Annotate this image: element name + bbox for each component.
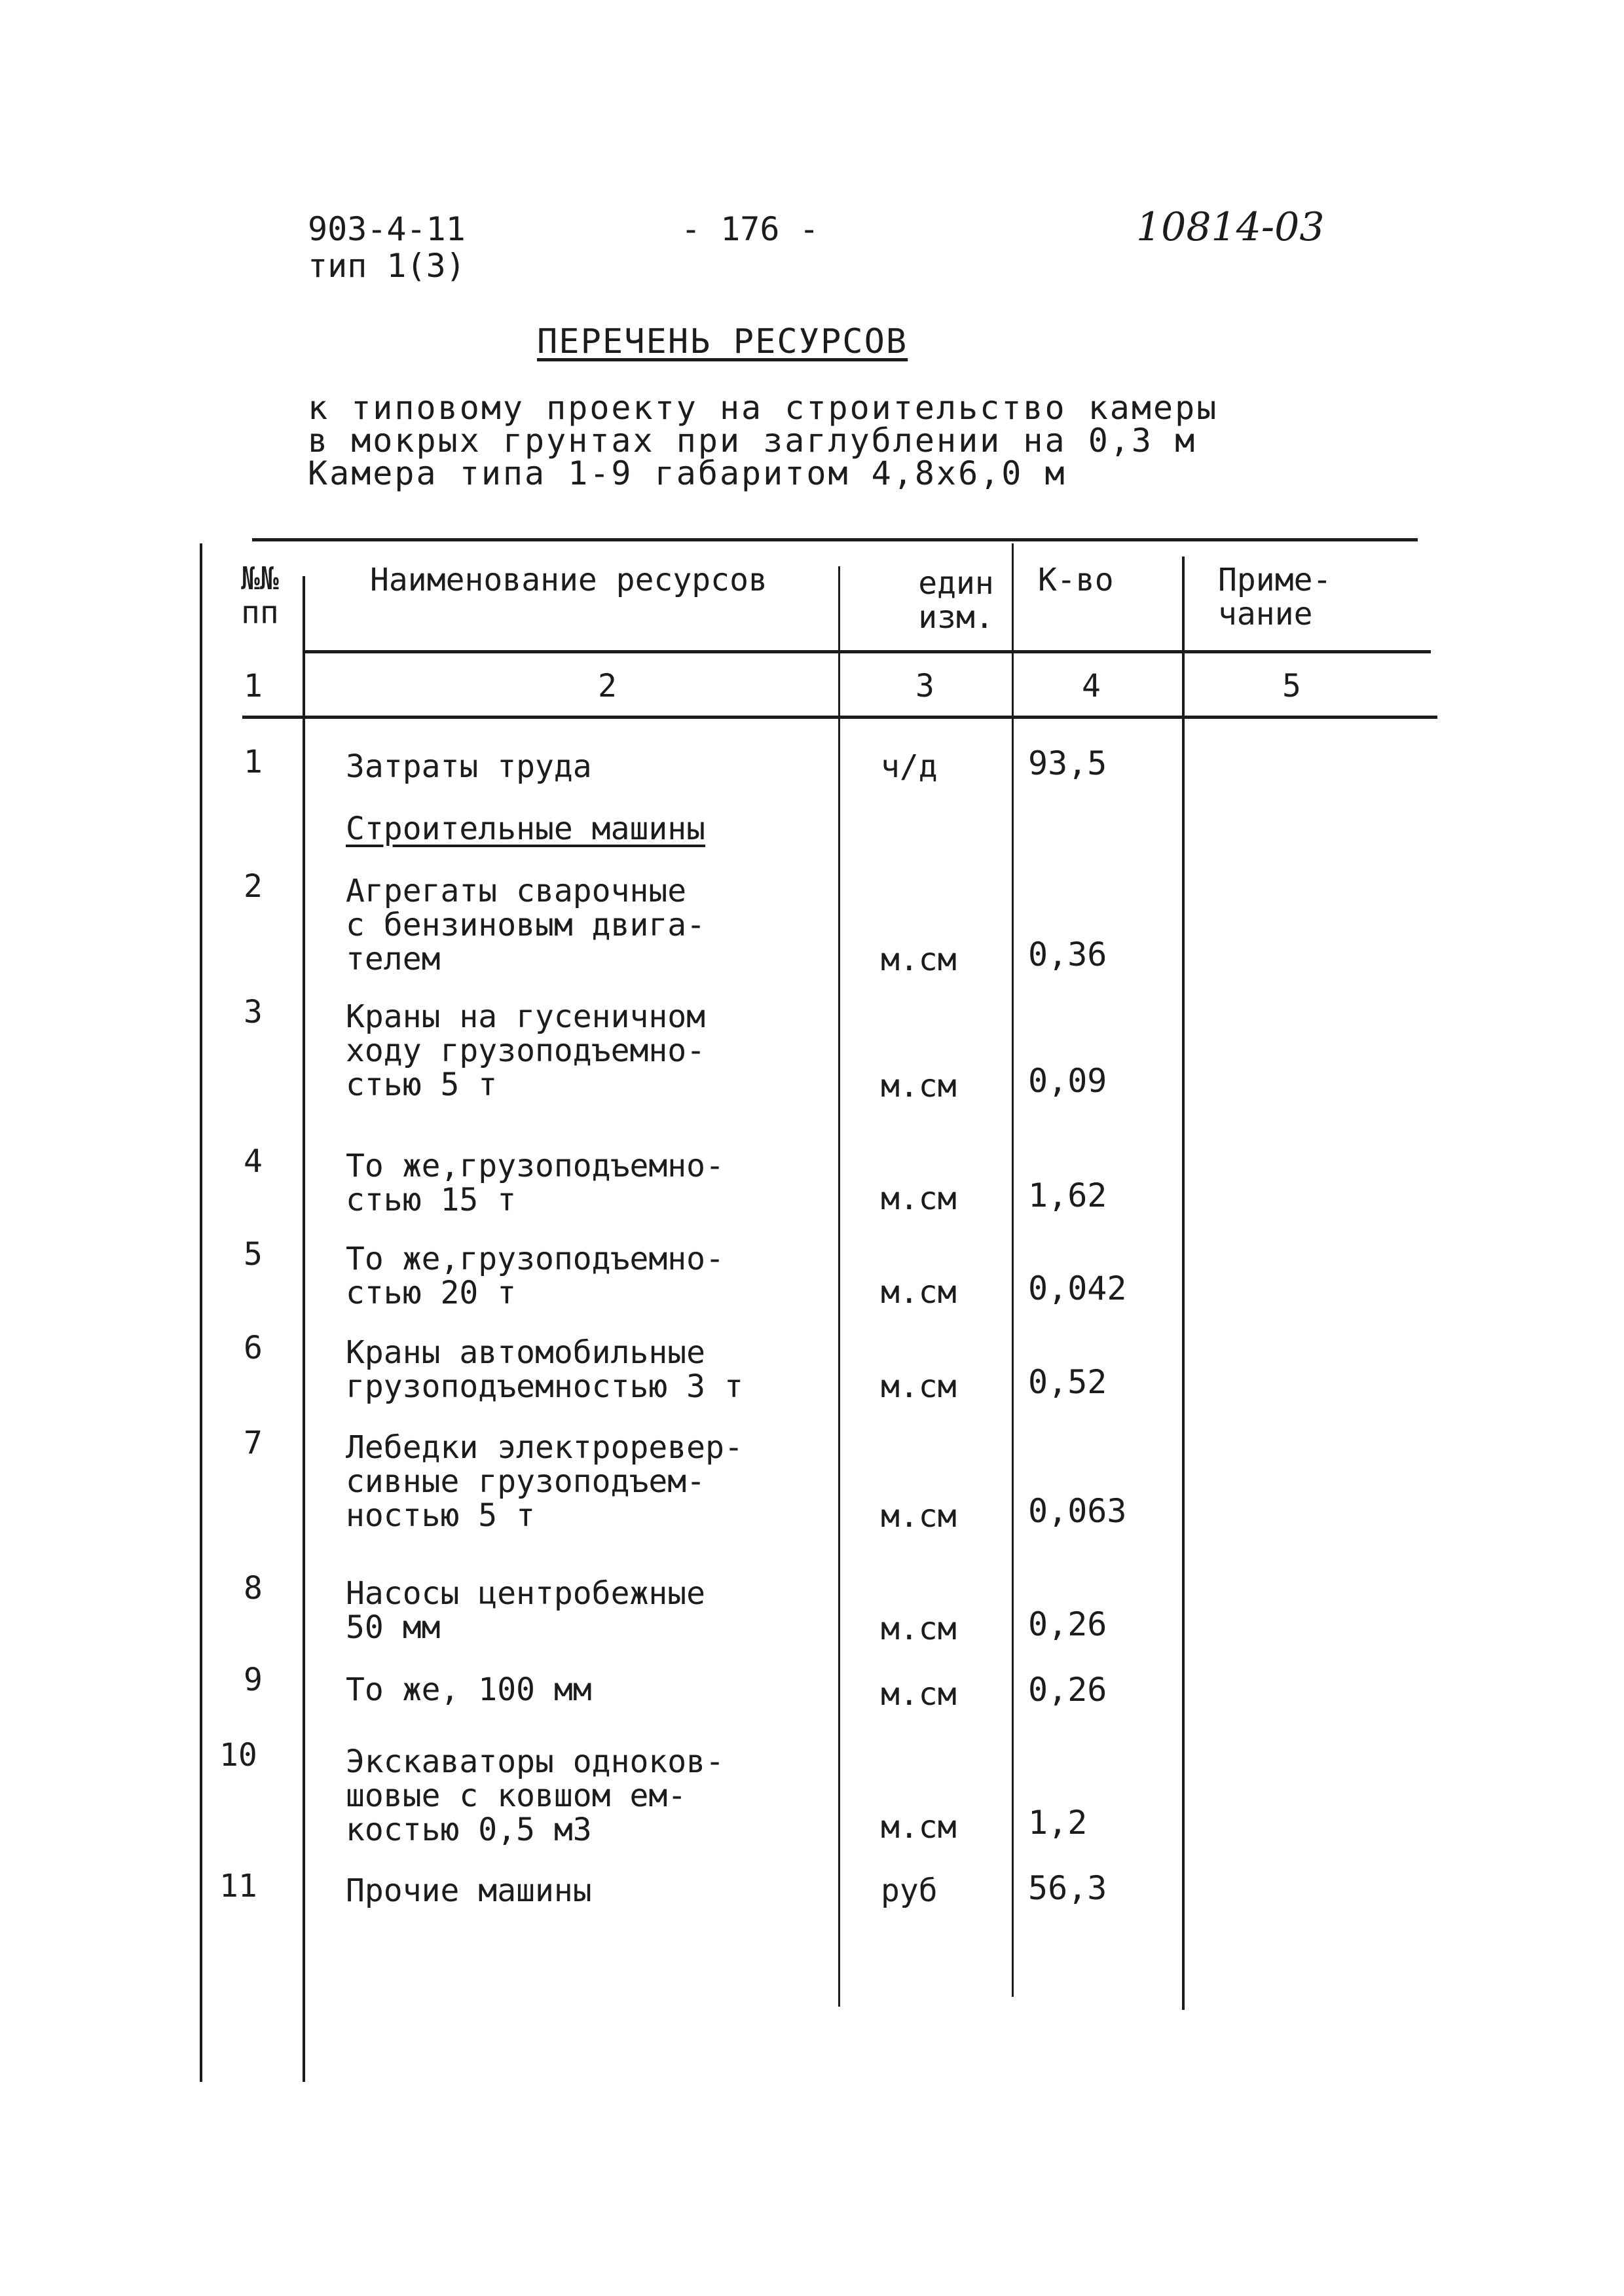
resource-unit: м.см [881,1068,957,1104]
row-number: 5 [244,1236,263,1273]
row-number: 3 [244,994,263,1030]
resource-qty: 56,3 [1028,1869,1107,1907]
colnum-3: 3 [915,668,934,704]
resource-qty: 0,09 [1028,1062,1107,1100]
resource-name: То же,грузоподъемно- стью 20 т [346,1241,724,1311]
resource-name: Агрегаты сварочные с бензиновым двига- телем [346,873,706,977]
resource-qty: 0,063 [1028,1492,1127,1530]
subtitle-line-1: к типовому проекту на строительство камеры [308,389,1219,427]
header-unit: един изм. [918,565,994,636]
section-heading: Строительные машины [346,811,706,847]
colnum-4: 4 [1082,668,1101,704]
row-number: 9 [244,1662,263,1698]
resource-unit: руб [881,1872,938,1909]
resource-qty: 0,52 [1028,1363,1107,1401]
colnum-1: 1 [244,668,263,704]
resource-unit: м.см [881,941,957,978]
resource-name: Краны автомобильные грузоподъемностью 3 т [346,1334,743,1405]
resource-unit: м.см [881,1368,957,1405]
col-divider-1 [303,576,305,2082]
resource-name: Насосы центробежные 50 мм [346,1575,706,1646]
resource-qty: 0,26 [1028,1671,1107,1709]
resource-name: Экскаваторы одноков- шовые с ковшом ем- костью 0,5 м3 [346,1743,724,1848]
row-number: 2 [244,868,263,905]
row-number: 8 [244,1570,263,1607]
resource-qty: 0,042 [1028,1269,1127,1307]
header-bottom-rule [304,650,1431,653]
table-left-border [200,543,202,2082]
resource-qty: 1,62 [1028,1176,1107,1214]
row-number: 11 [219,1868,257,1904]
page-title: ПЕРЕЧЕНЬ РЕСУРСОВ [537,322,908,361]
row-number: 6 [244,1330,263,1366]
resource-name: Затраты труда [346,748,592,785]
resource-unit: м.см [881,1676,957,1713]
resource-qty: 0,36 [1028,936,1107,974]
resource-name: То же,грузоподъемно- стью 15 т [346,1148,724,1218]
subtitle-line-2: в мокрых грунтах при заглублении на 0,3 м [308,422,1197,460]
subtitle-line-3: Камера типа 1-9 габаритом 4,8х6,0 м [308,454,1067,492]
document-code-number: 903-4-11 [308,210,466,248]
header-qty: К-во [1038,562,1114,598]
resource-unit: м.см [881,1274,957,1311]
resource-unit: м.см [881,1498,957,1535]
resource-name: То же, 100 мм [346,1671,592,1708]
page-number: - 176 - [681,210,819,248]
col-divider-4 [1182,556,1185,2010]
row-number: 4 [244,1143,263,1180]
document-type: тип 1(3) [308,247,466,285]
row-number: 1 [244,744,263,780]
colnum-5: 5 [1282,668,1301,704]
header-num: №№ пп [241,560,279,631]
col-divider-2 [838,566,840,2007]
handwritten-doc-number: 10814-03 [1136,204,1325,250]
row-number: 7 [244,1425,263,1461]
resource-qty: 1,2 [1028,1804,1088,1842]
resource-name: Прочие машины [346,1872,592,1909]
resource-name: Краны на гусеничном ходу грузоподъемно- стью 5 т [346,998,706,1103]
resource-unit: м.см [881,1180,957,1217]
row-number: 10 [219,1737,257,1774]
resource-qty: 93,5 [1028,744,1107,782]
resource-name: Лебедки электроревер- сивные грузоподъем- ностью 5 т [346,1429,743,1534]
resource-unit: м.см [881,1611,957,1647]
colnum-2: 2 [598,668,617,704]
resource-unit: м.см [881,1809,957,1846]
header-name: Наименование ресурсов [370,562,767,598]
resource-unit: ч/д [881,748,938,785]
col-divider-3 [1012,543,1014,1997]
header-note: Приме- чание [1218,562,1332,632]
document-code [308,211,466,284]
table-top-rule [252,538,1418,541]
resource-qty: 0,26 [1028,1605,1107,1643]
